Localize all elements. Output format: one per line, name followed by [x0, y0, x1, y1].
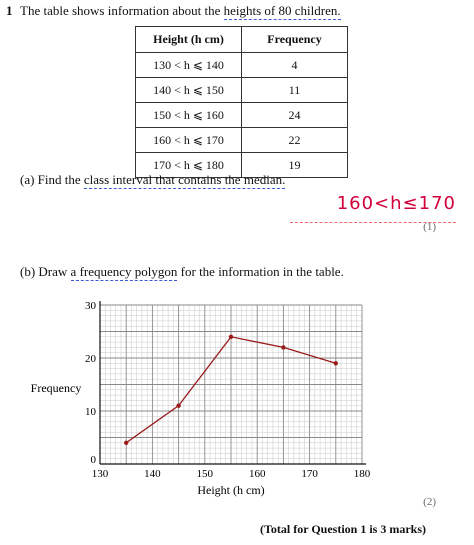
header-frequency: Frequency: [242, 27, 348, 53]
part-b-text: (b) Draw: [20, 264, 71, 279]
part-a-text: (a) Find the: [20, 172, 84, 187]
table-row: [136, 78, 348, 103]
part-b-underlined-text: a frequency polygon: [70, 264, 178, 279]
table-header-row: [136, 27, 348, 53]
y-tick-label: 10: [85, 406, 96, 418]
x-tick-label: 170: [301, 468, 318, 480]
axes: [100, 301, 366, 464]
data-point: [281, 345, 285, 349]
cell-frequency: 24: [242, 103, 348, 128]
question-intro: [20, 3, 341, 19]
table-row: [136, 53, 348, 78]
x-tick-label: 160: [248, 468, 266, 480]
cell-frequency: 19: [242, 153, 348, 178]
x-tick-label: 130: [91, 468, 109, 480]
cell-interval: 140 < h ⩽ 150: [136, 78, 242, 103]
x-axis-label: Height (h cm): [197, 483, 265, 497]
intro-underlined-text: heights of 80 children.: [223, 3, 341, 18]
question-number: 1: [6, 3, 13, 18]
part-a-question: [20, 172, 285, 188]
part-b-question: [20, 264, 344, 280]
y-tick-label: 20: [85, 353, 96, 365]
data-point: [334, 361, 338, 365]
cell-interval: 160 < h ⩽ 170: [136, 128, 242, 153]
x-tick-label: 140: [144, 468, 161, 480]
x-tick-label: 150: [196, 468, 214, 480]
part-b-rest-text: for the information in the table.: [177, 264, 344, 279]
cell-interval: 150 < h ⩽ 160: [136, 103, 242, 128]
y-tick-label: 30: [85, 300, 96, 312]
cell-frequency: 11: [242, 78, 348, 103]
cell-interval: 170 < h ⩽ 180: [136, 153, 242, 178]
data-point: [176, 404, 180, 408]
x-tick-label: 180: [353, 468, 371, 480]
intro-text: The table shows information about the: [20, 3, 224, 18]
cell-frequency: 4: [242, 53, 348, 78]
table-row: [136, 103, 348, 128]
y-tick-label: 0: [90, 454, 96, 466]
header-height: Height (h cm): [136, 27, 242, 53]
part-a-underlined-text: class interval that contains the median.: [83, 172, 286, 187]
cell-frequency: 22: [242, 128, 348, 153]
data-point: [124, 441, 128, 445]
data-point: [229, 335, 233, 339]
y-axis-label: Frequency: [30, 380, 82, 395]
frequency-table: [135, 26, 348, 178]
total-marks: (Total for Question 1 is 3 marks): [259, 522, 426, 536]
part-a-marks: (1): [423, 221, 436, 233]
part-a-handwritten-answer: 160<h≤170: [336, 193, 456, 214]
frequency-polygon-chart: [0, 290, 474, 500]
table-row: [136, 128, 348, 153]
major-grid: [100, 305, 362, 464]
part-b-marks: (2): [423, 496, 436, 508]
cell-interval: 130 < h ⩽ 140: [136, 53, 242, 78]
